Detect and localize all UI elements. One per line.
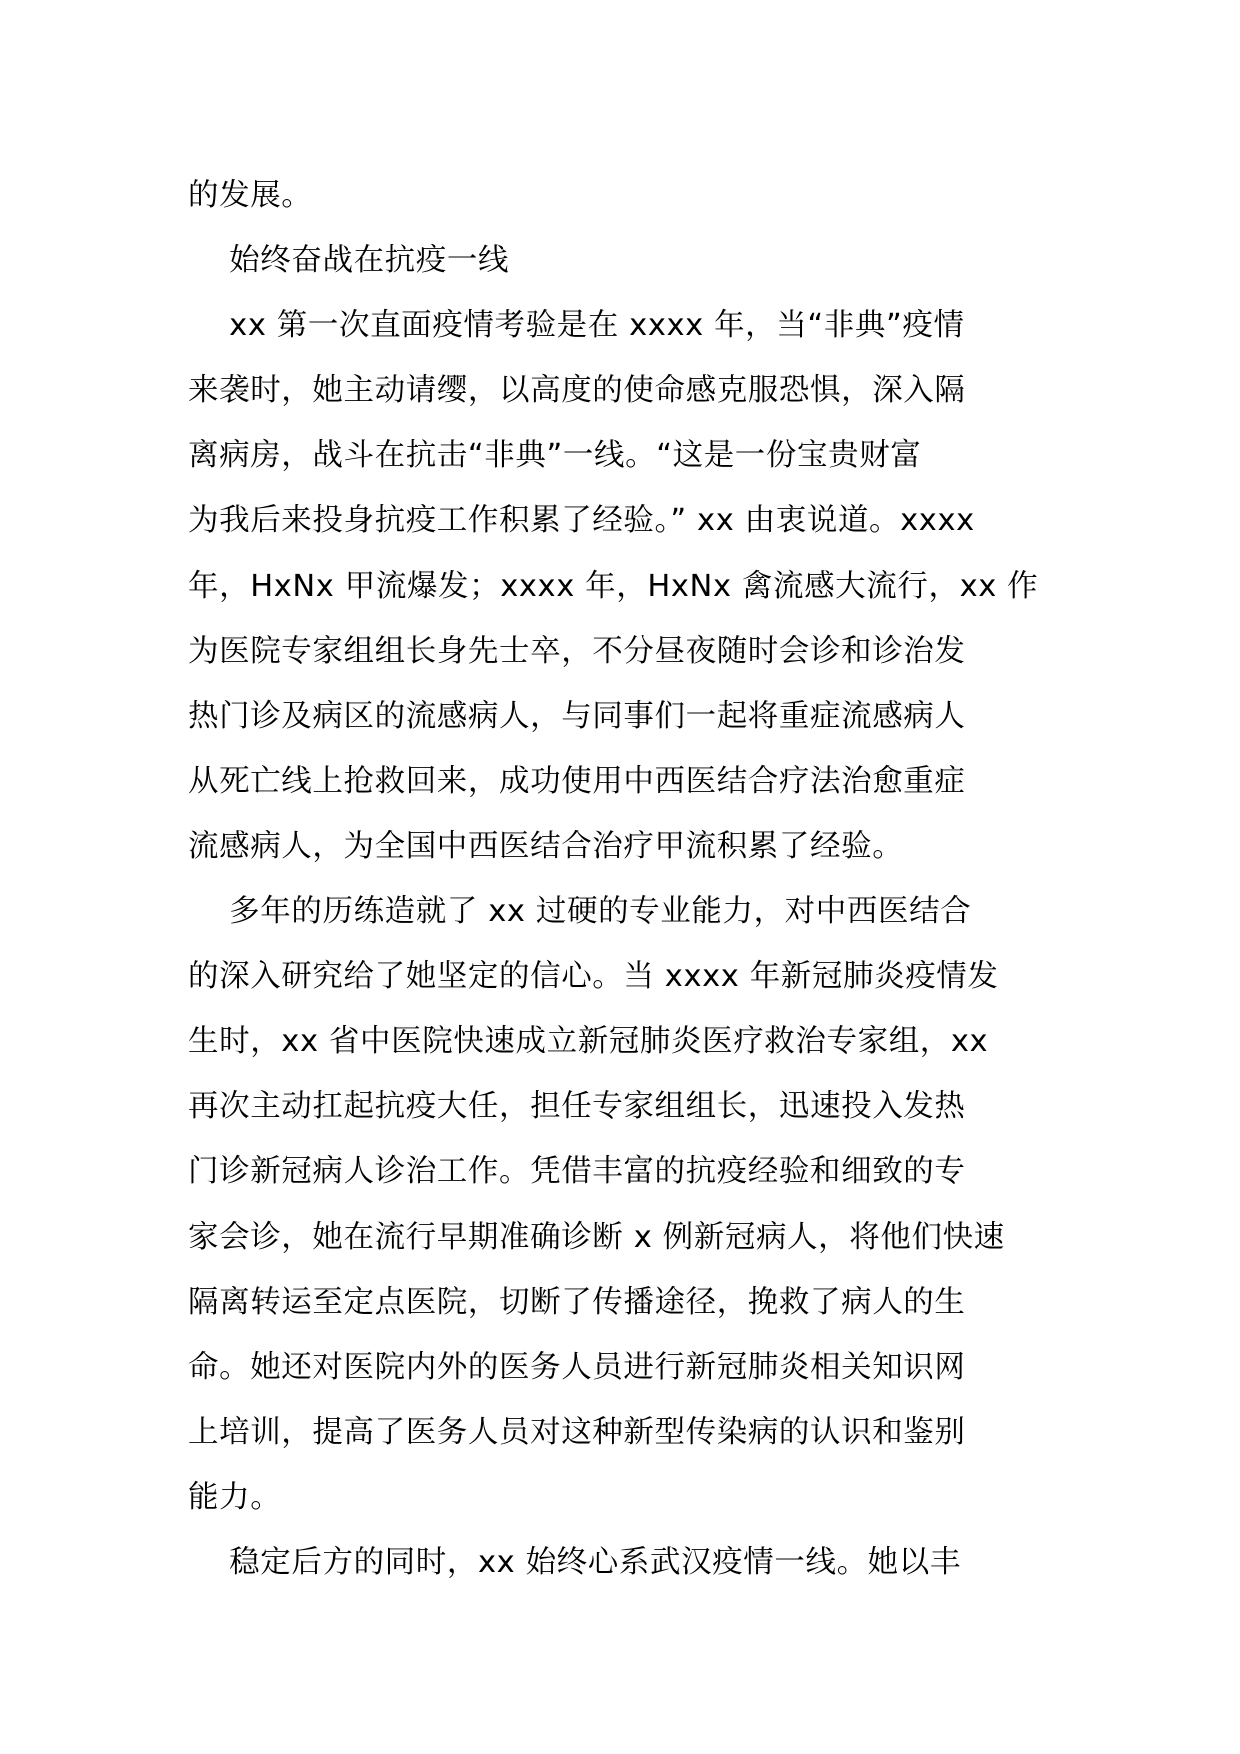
text-line: 稳定后方的同时，xx 始终心系武汉疫情一线。她以丰 bbox=[188, 1544, 961, 1580]
text-line: 流感病人，为全国中西医结合治疗甲流积累了经验。 bbox=[188, 828, 904, 864]
text-line: 离病房，战斗在抗击“非典”一线。“这是一份宝贵财富 bbox=[188, 438, 922, 474]
text-line: 从死亡线上抢救回来，成功使用中西医结合疗法治愈重症 bbox=[188, 763, 966, 799]
text-line: 热门诊及病区的流感病人，与同事们一起将重症流感病人 bbox=[188, 698, 966, 734]
text-line: 生时，xx 省中医院快速成立新冠肺炎医疗救治专家组，xx bbox=[188, 1024, 989, 1060]
text-line: 多年的历练造就了 xx 过硬的专业能力，对中西医结合 bbox=[188, 894, 972, 930]
text-line: 年，HxNx 甲流爆发；xxxx 年，HxNx 禽流感大流行，xx 作 bbox=[188, 568, 1039, 604]
text-line: 来袭时，她主动请缨，以高度的使命感克服恐惧，深入隔 bbox=[188, 373, 966, 409]
text-line: 再次主动扛起抗疫大任，担任专家组组长，迅速投入发热 bbox=[188, 1089, 966, 1125]
section-heading: 始终奋战在抗疫一线 bbox=[188, 243, 510, 279]
text-line: 隔离转运至定点医院，切断了传播途径，挽救了病人的生 bbox=[188, 1284, 966, 1320]
text-line: xx 第一次直面疫情考验是在 xxxx 年，当“非典”疫情 bbox=[188, 308, 965, 344]
body-text bbox=[188, 163, 1058, 1595]
text-line: 的发展。 bbox=[188, 178, 313, 213]
text-line: 的深入研究给了她坚定的信心。当 xxxx 年新冠肺炎疫情发 bbox=[188, 959, 999, 995]
text-line: 门诊新冠病人诊治工作。凭借丰富的抗疫经验和细致的专 bbox=[188, 1154, 966, 1190]
text-line: 上培训，提高了医务人员对这种新型传染病的认识和鉴别 bbox=[188, 1414, 966, 1450]
text-line: 命。她还对医院内外的医务人员进行新冠肺炎相关知识网 bbox=[188, 1349, 966, 1385]
text-line: 为医院专家组组长身先士卒，不分昼夜随时会诊和诊治发 bbox=[188, 633, 966, 669]
text-line: 为我后来投身抗疫工作积累了经验。” xx 由衷说道。xxxx bbox=[188, 503, 975, 539]
text-line: 家会诊，她在流行早期准确诊断 x 例新冠病人，将他们快速 bbox=[188, 1219, 1005, 1255]
text-line: 能力。 bbox=[188, 1479, 282, 1515]
